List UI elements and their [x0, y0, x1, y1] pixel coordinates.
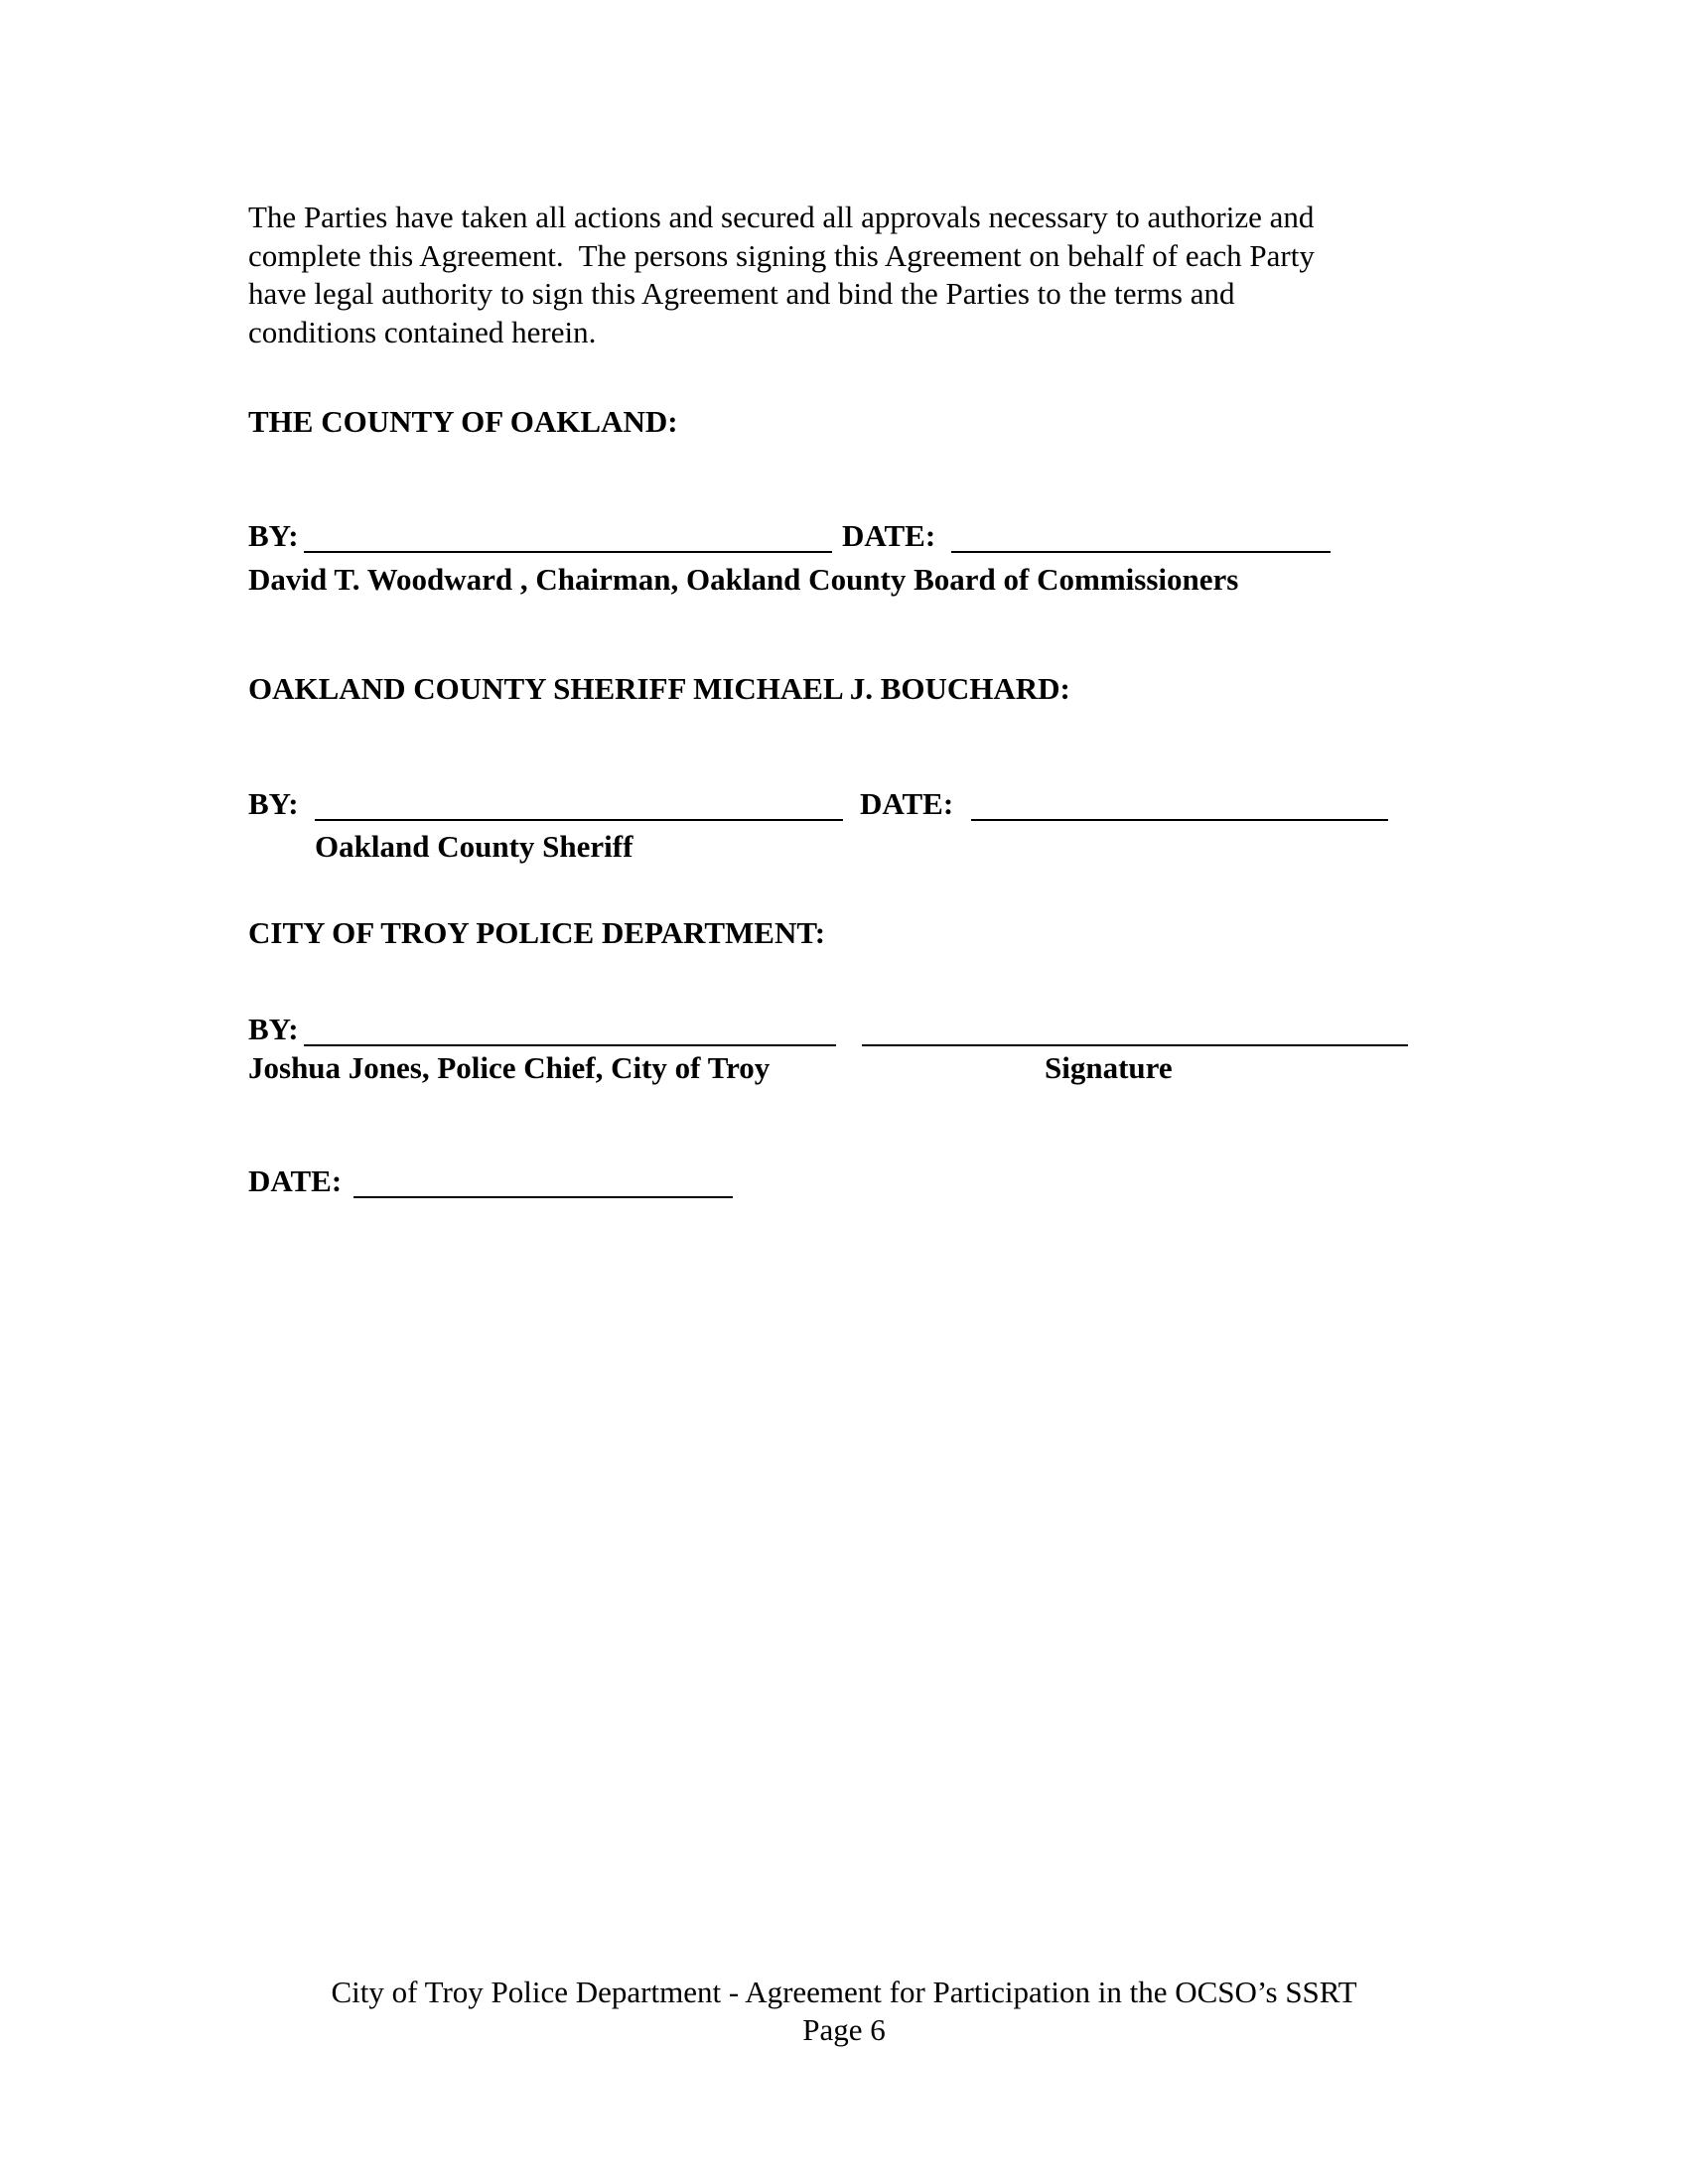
county-signer-name: David T. Woodward , Chairman, Oakland County Board of Commissioners: [248, 562, 1239, 597]
intro-line: complete this Agreement. The persons signing this Agreement on behalf of each Party: [248, 237, 1315, 273]
troy-date-label: DATE:: [248, 1163, 343, 1198]
sheriff-by-label: BY:: [248, 786, 299, 821]
sheriff-signature-line[interactable]: [315, 819, 843, 821]
sheriff-signer-title: Oakland County Sheriff: [315, 829, 633, 864]
county-date-label: DATE:: [842, 518, 936, 553]
intro-line: have legal authority to sign this Agreement and bind the Parties to the terms and: [248, 276, 1235, 311]
intro-paragraph: [248, 199, 1420, 351]
troy-signer-name: Joshua Jones, Police Chief, City of Troy: [248, 1050, 771, 1085]
troy-signature-line[interactable]: [304, 1044, 836, 1046]
county-heading: THE COUNTY OF OAKLAND:: [248, 404, 678, 439]
page-number: Page 6: [802, 2012, 886, 2047]
county-signature-line[interactable]: [304, 551, 832, 553]
troy-date-line[interactable]: [353, 1196, 733, 1198]
troy-heading: CITY OF TROY POLICE DEPARTMENT:: [248, 915, 826, 950]
intro-line: The Parties have taken all actions and secured all approvals necessary to authorize and: [248, 200, 1315, 234]
sheriff-date-label: DATE:: [860, 786, 954, 821]
troy-signature-label: Signature: [1045, 1050, 1173, 1085]
troy-second-signature-line[interactable]: [862, 1044, 1408, 1046]
troy-by-label: BY:: [248, 1012, 299, 1046]
sheriff-heading: OAKLAND COUNTY SHERIFF MICHAEL J. BOUCHARD:: [248, 671, 1070, 706]
county-date-line[interactable]: [951, 551, 1331, 553]
county-by-label: BY:: [248, 518, 299, 553]
intro-line: conditions contained herein.: [248, 314, 597, 349]
footer-title: City of Troy Police Department - Agreement for Participation in the OCSO’s SSRT: [331, 1975, 1357, 2009]
sheriff-date-line[interactable]: [971, 819, 1388, 821]
